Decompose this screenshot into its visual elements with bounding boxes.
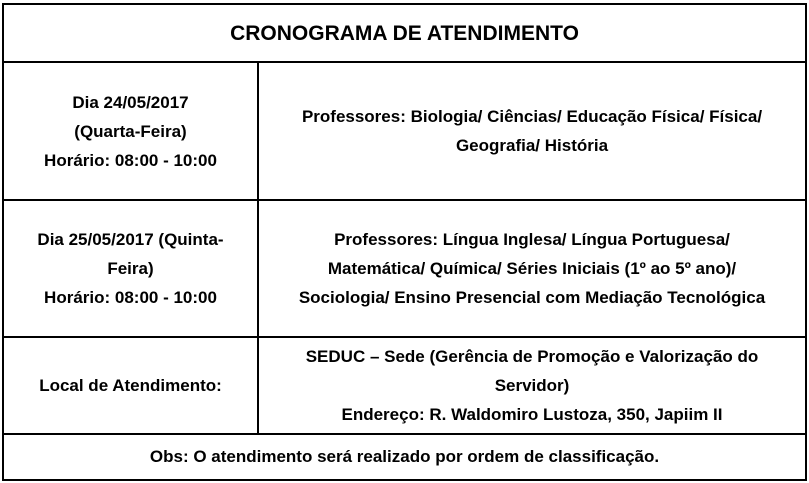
subjects-line: Matemática/ Química/ Séries Iniciais (1º ao 5º ano)/ bbox=[327, 259, 737, 279]
title-row bbox=[3, 4, 806, 62]
location-line: SEDUC – Sede (Gerência de Promoção e Valorização do bbox=[305, 347, 759, 367]
location-label-cell bbox=[3, 337, 258, 433]
date-line: Dia 25/05/2017 (Quinta- bbox=[37, 230, 224, 250]
time-line: Horário: 08:00 - 10:00 bbox=[44, 288, 217, 308]
subjects-cell bbox=[258, 200, 806, 338]
table-row bbox=[3, 62, 806, 200]
date-line: Dia 24/05/2017 bbox=[72, 92, 189, 112]
weekday-line: (Quarta-Feira) bbox=[74, 121, 187, 141]
subjects-line: Professores: Língua Inglesa/ Língua Portuguesa/ bbox=[334, 230, 730, 250]
date-cell bbox=[3, 62, 258, 200]
table-row bbox=[3, 200, 806, 338]
location-line: Servidor) bbox=[494, 376, 570, 396]
obs-row bbox=[3, 434, 806, 480]
schedule-table bbox=[2, 3, 807, 481]
subjects-cell bbox=[258, 62, 806, 200]
weekday-line: Feira) bbox=[107, 259, 154, 279]
date-cell bbox=[3, 200, 258, 338]
subjects-line: Sociologia/ Ensino Presencial com Mediação Tecnológica bbox=[298, 288, 766, 308]
observation-note: Obs: O atendimento será realizado por ordem de classificação. bbox=[3, 434, 806, 480]
subjects-line: Professores: Biologia/ Ciências/ Educação Física/ Física/ bbox=[301, 107, 763, 127]
location-label: Local de Atendimento: bbox=[39, 376, 222, 396]
schedule-title: CRONOGRAMA DE ATENDIMENTO bbox=[3, 4, 806, 62]
time-line: Horário: 08:00 - 10:00 bbox=[44, 150, 217, 170]
table-row bbox=[3, 337, 806, 433]
address-line: Endereço: R. Waldomiro Lustoza, 350, Japiim II bbox=[341, 405, 723, 425]
location-cell bbox=[258, 337, 806, 433]
subjects-line: Geografia/ História bbox=[455, 136, 609, 156]
